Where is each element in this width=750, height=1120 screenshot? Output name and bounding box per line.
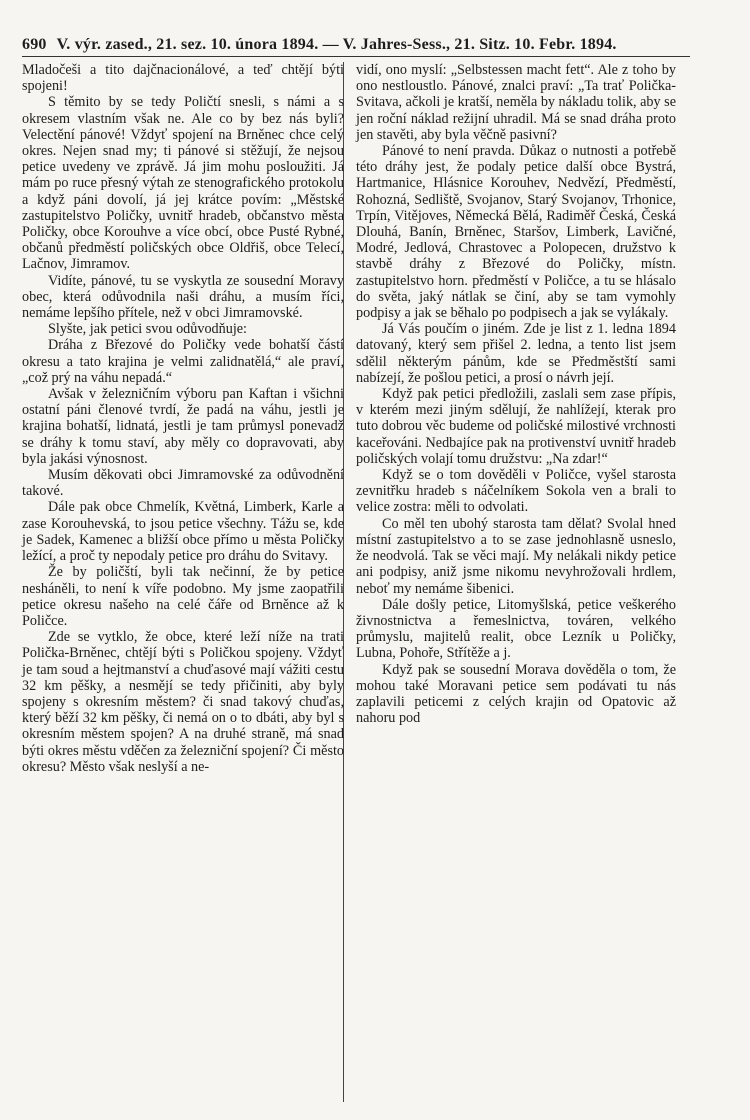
page-header <box>22 10 690 57</box>
paragraph: Dále došly petice, Litomyšlská, petice veškerého živnostnictva a řemeslnictva, továren, velkého průmyslu, majitelů realit, obce Lezník u Poličky, Lubna, Pohoře, Střítěže a j. <box>356 596 676 662</box>
paragraph: Zde se vytklo, že obce, které leží níže na trati Polička-Brněnec, chtějí býti s Poličkou spojeny. Vždyť je tam soud a hejtmanství a chuďasové mají vážiti cestu 32 km pěšky, a nesmějí se tedy přičiniti, aby byly spojeny s okresním městem? či snad takový chuďas, který běží 32 km pěšky, či nemá on o to dbáti, aby byl s okresním městem spojen? A na druhé straně, má snad býti okres městu vděčen za železniční spojení? Či město okresu? Město však neslyší a ne- <box>22 629 344 775</box>
paragraph: Pánové to není pravda. Důkaz o nutnosti a potřebě této dráhy jest, že podaly petice další obce Bystrá, Hartmanice, Hlásnice Korouhev, Nedvězí, Předměstí, Rohozná, Sedliště, Svojanov, Starý Svojanov, Trhonice, Trpín, Vitějoves, Německá Bělá, Radiměř Česká, Česká Dlouhá, Banín, Brněnec, Staršov, Limberk, Lavičné, Modré, Jedlová, Chrastovec a Polopecen, družstvo k stavbě dráhy z Březové do Poličky, místn. zastupitelstvo horn. předměstí v Poličce, a tu se hlásalo do světa, jaký nátlak se činí, aby se tam vymohly podpisy a jak se běhalo po podpisech a jak se vylákaly. <box>356 143 676 322</box>
paragraph: Když se o tom dověděli v Poličce, vyšel starosta zevnitřku hradeb s náčelníkem Sokola ven a brali to velice zostra: měli to odvolati. <box>356 467 676 516</box>
paragraph: Když pak petici předložili, zaslali sem zase přípis, v kterém mezi jiným sdělují, že nahlížejí, kterak pro tuto dobrou věc budeme od poličské milostivé vrchnosti kaceřováni. Nedbajíce pak na protivenství uvnitř hradeb poličských volají tomu družstvu: „Na zdar!“ <box>356 386 676 467</box>
page-number: 690 <box>22 36 47 53</box>
paragraph: Já Vás poučím o jiném. Zde je list z 1. ledna 1894 datovaný, který sem přišel 2. ledna, a tento list jsem sdělil některým pánům, kde se Předměstští sami nabízejí, že pošlou petici, a prosí o návrh její. <box>356 321 676 386</box>
paragraph: Vidíte, pánové, tu se vyskytla ze sousední Moravy obec, která odůvodnila naši dráhu, a musím říci, nemáme lepšího přítele, než v obci Jimramovské. <box>22 272 344 322</box>
paragraph: S těmito by se tedy Poličtí snesli, s námi a s okresem vlastním však ne. Ale co by bez nás byli? Velectění pánové! Vždyť spojení na Brněnec chce celý okres. Nejen snad my; ti pánové si stěžují, že nejsou petice uvedeny ve zprávě. Já jim mohu posloužiti. Já mám po ruce přesný výtah ze stenografického protokolu a když páni dovolí, já jej krátce povím: „Městské zastupitelstvo Poličky, uvnitř hradeb, občanstvo města Poličky, obce Korouhve a více obcí, obce Pusté Rybné, občanů předměstí poličských obce Oldřiš, obce Telecí, Lačnov, Jimramov. <box>22 94 344 273</box>
paragraph: Co měl ten ubohý starosta tam dělat? Svolal hned místní zastupitelstvo a to se zase jednohlasně usneslo, že neodvolá. Tak se věci mají. My nelákali nikdy petice ani podpisy, aniž jsme nikomu nevyhrožovali hrdlem, neboť my nemáme šibenici. <box>356 515 676 597</box>
paragraph: Že by poličští, byli tak nečinní, že by petice nesháněli, to není k víře podobno. My jsme zaopatřili petice okresu našeho na celé čáře od Brněnce až k Poličce. <box>22 564 344 629</box>
paragraph: Mladočeši a tito dajčnacionálové, a teď chtějí býti spojeni! <box>22 62 344 95</box>
paragraph: Dráha z Březové do Poličky vede bohatší částí okresu a tato krajina je velmi zalidnatělá,“ ale praví, „což prý na váhu nepadá.“ <box>22 337 344 386</box>
paragraph: Dále pak obce Chmelík, Květná, Limberk, Karle a zase Korouhevská, to jsou petice všechny. Tážu se, kde je Sadek, Kamenec a bližší obce přímo u města Poličky ležící, a proč ty nepodaly petice pro dráhu do Svitavy. <box>22 499 344 565</box>
paragraph: Avšak v železničním výboru pan Kaftan i všichni ostatní páni členové tvrdí, že padá na váhu, jestli je krajina bohatší, lidnatá, jestli je tam průmysl ponevadž se dráhy k tomu staví, aby měly co dopravovati, aby byla jakási výnosnost. <box>22 386 344 467</box>
paragraph: Když pak se sousední Morava dověděla o tom, že mohou také Moravani petice sem podávati tu nás zaplavili peticemi z celých krajin od Opatovic až nahoru pod <box>356 661 676 727</box>
paragraph: Slyšte, jak petici svou odůvodňuje: <box>48 321 247 338</box>
left-column <box>22 62 344 775</box>
right-column <box>356 62 676 726</box>
running-title: V. výr. zased., 21. sez. 10. února 1894. — V. Jahres-Sess., 21. Sitz. 10. Febr. 1894. <box>56 36 617 53</box>
paragraph: vidí, ono myslí: „Selbstessen macht fett“. Ale z toho by ono nestloustlo. Pánové, znalci praví: „Ta trať Polička-Svitava, ačkoli je kratší, neměla by nákladu tolik, aby se jen roční náklad režijní uhradil. Má se snad dráha proto jen stavěti, aby byla věčně pasivní? <box>356 62 676 143</box>
paragraph: Musím děkovati obci Jimramovské za odůvodnění takové. <box>22 467 344 500</box>
